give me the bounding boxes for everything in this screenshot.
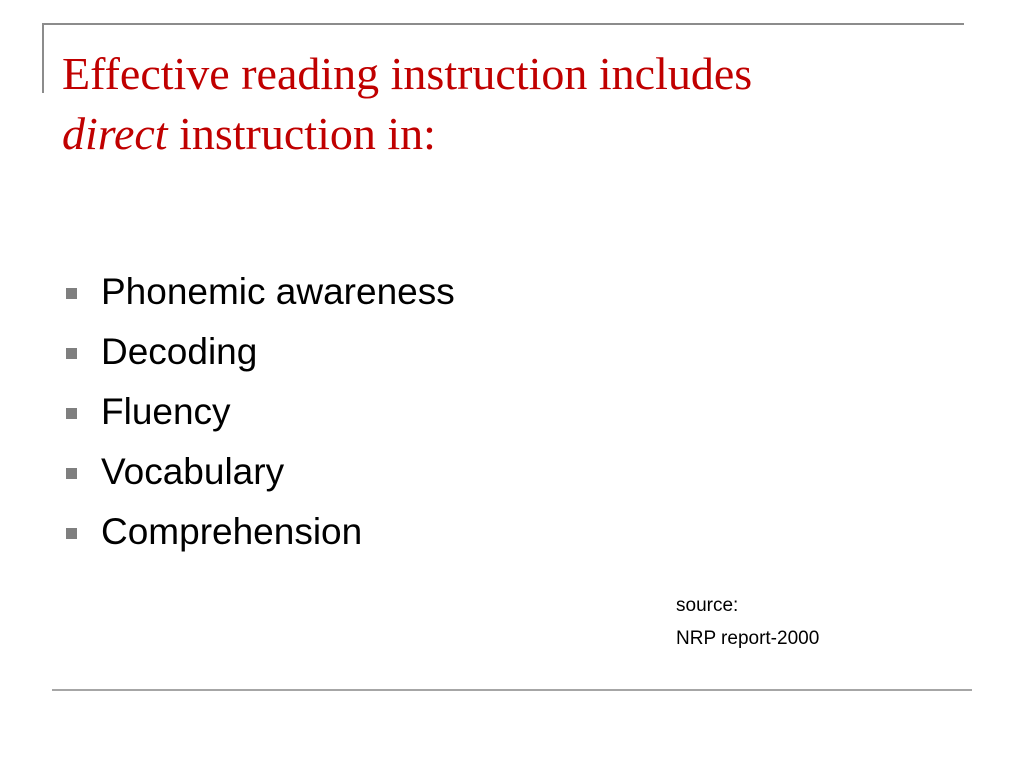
footer-rule — [52, 689, 972, 691]
frame-top-rule — [42, 23, 964, 25]
bullet-label: Phonemic awareness — [101, 271, 455, 312]
bullet-label: Fluency — [101, 391, 231, 432]
source-citation — [676, 589, 819, 655]
bullet-list — [62, 262, 455, 562]
bullet-label: Vocabulary — [101, 451, 285, 492]
bullet-label: Comprehension — [101, 511, 363, 552]
bullet-item — [62, 502, 455, 562]
bullet-label: Decoding — [101, 331, 258, 372]
bullet-item — [62, 262, 455, 322]
square-bullet-icon — [66, 348, 77, 359]
square-bullet-icon — [66, 288, 77, 299]
frame-left-rule — [42, 23, 44, 93]
square-bullet-icon — [66, 408, 77, 419]
title-line-2-rest: instruction in: — [167, 108, 436, 159]
source-reference: NRP report-2000 — [676, 628, 820, 649]
source-label: source: — [676, 595, 739, 616]
bullet-item — [62, 442, 455, 502]
square-bullet-icon — [66, 468, 77, 479]
square-bullet-icon — [66, 528, 77, 539]
title-line-1: Effective reading instruction includes — [62, 48, 753, 99]
title-emphasis: direct — [62, 108, 168, 159]
bullet-item — [62, 322, 455, 382]
slide-title — [62, 44, 962, 164]
bullet-item — [62, 382, 455, 442]
title-line-2 — [62, 104, 962, 164]
